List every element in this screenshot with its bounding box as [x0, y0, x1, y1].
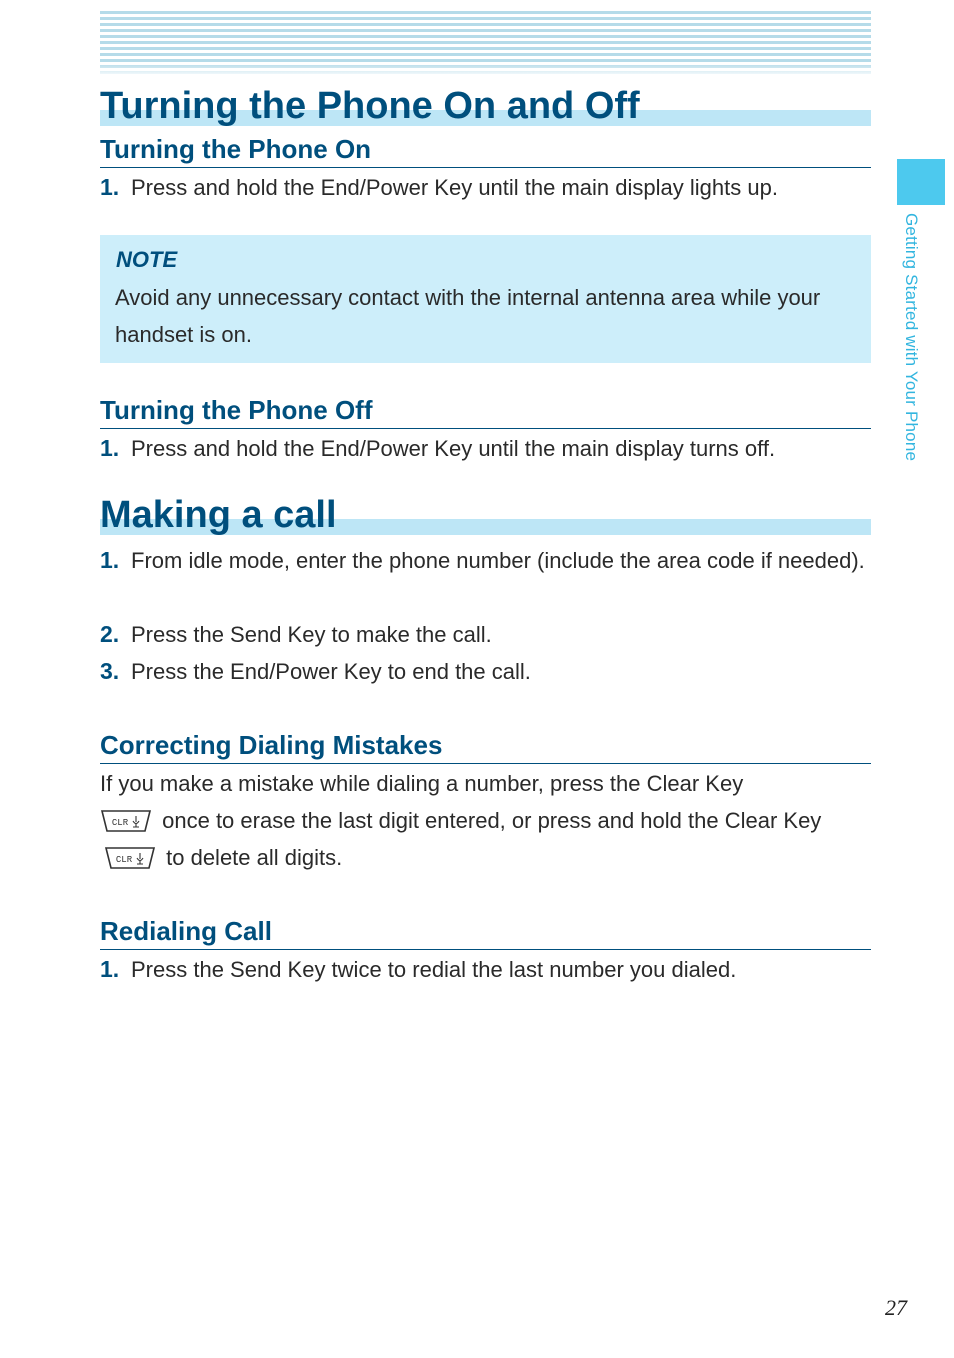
step-text: Press and hold the End/Power Key until the main display turns off. — [131, 436, 776, 461]
correcting-paragraph — [100, 765, 871, 876]
step-number: 1. — [100, 435, 120, 461]
svg-text:CLR: CLR — [115, 855, 133, 865]
svg-text:CLR: CLR — [111, 818, 129, 828]
redial-step-1 — [100, 951, 871, 988]
chapter-tab-marker — [897, 159, 945, 205]
heading-making-call-text: Making a call — [100, 494, 337, 536]
step-text: From idle mode, enter the phone number (include the area code if needed). — [131, 548, 865, 573]
correcting-text-2: once to erase the last digit entered, or press and hold the Clear Key — [162, 808, 822, 833]
call-step-2 — [100, 616, 871, 653]
step-text: Press and hold the End/Power Key until the main display lights up. — [131, 175, 778, 200]
heading-on-off — [100, 84, 871, 128]
step-text: Press the Send Key to make the call. — [131, 622, 492, 647]
note-box — [100, 235, 871, 363]
chapter-tab-label: Getting Started with Your Phone — [902, 213, 921, 462]
subheading-phone-off: Turning the Phone Off — [100, 394, 871, 429]
heading-on-off-text: Turning the Phone On and Off — [100, 85, 640, 127]
step-number: 1. — [100, 174, 120, 200]
correcting-text-3: to delete all digits. — [166, 845, 343, 870]
heading-making-call — [100, 493, 871, 537]
subheading-redialing: Redialing Call — [100, 915, 871, 950]
call-step-1 — [100, 542, 871, 579]
clear-key-icon — [100, 809, 152, 833]
page-number: 27 — [885, 1295, 907, 1320]
step-number: 2. — [100, 621, 120, 647]
note-text: Avoid any unnecessary contact with the internal antenna area while your handset is on. — [115, 285, 821, 347]
phone-off-step-1 — [100, 430, 871, 467]
step-text: Press the End/Power Key to end the call. — [131, 659, 531, 684]
header-stripe-band — [100, 11, 871, 77]
subheading-correcting: Correcting Dialing Mistakes — [100, 729, 871, 764]
call-step-3 — [100, 653, 871, 690]
note-label: NOTE — [116, 247, 178, 272]
subheading-phone-on: Turning the Phone On — [100, 133, 871, 168]
step-number: 1. — [100, 956, 120, 982]
phone-on-step-1 — [100, 169, 871, 206]
correcting-text-1: If you make a mistake while dialing a number, press the Clear Key — [100, 771, 744, 796]
step-number: 3. — [100, 658, 120, 684]
step-number: 1. — [100, 547, 120, 573]
clear-key-icon — [104, 846, 156, 870]
step-text: Press the Send Key twice to redial the last number you dialed. — [131, 957, 737, 982]
